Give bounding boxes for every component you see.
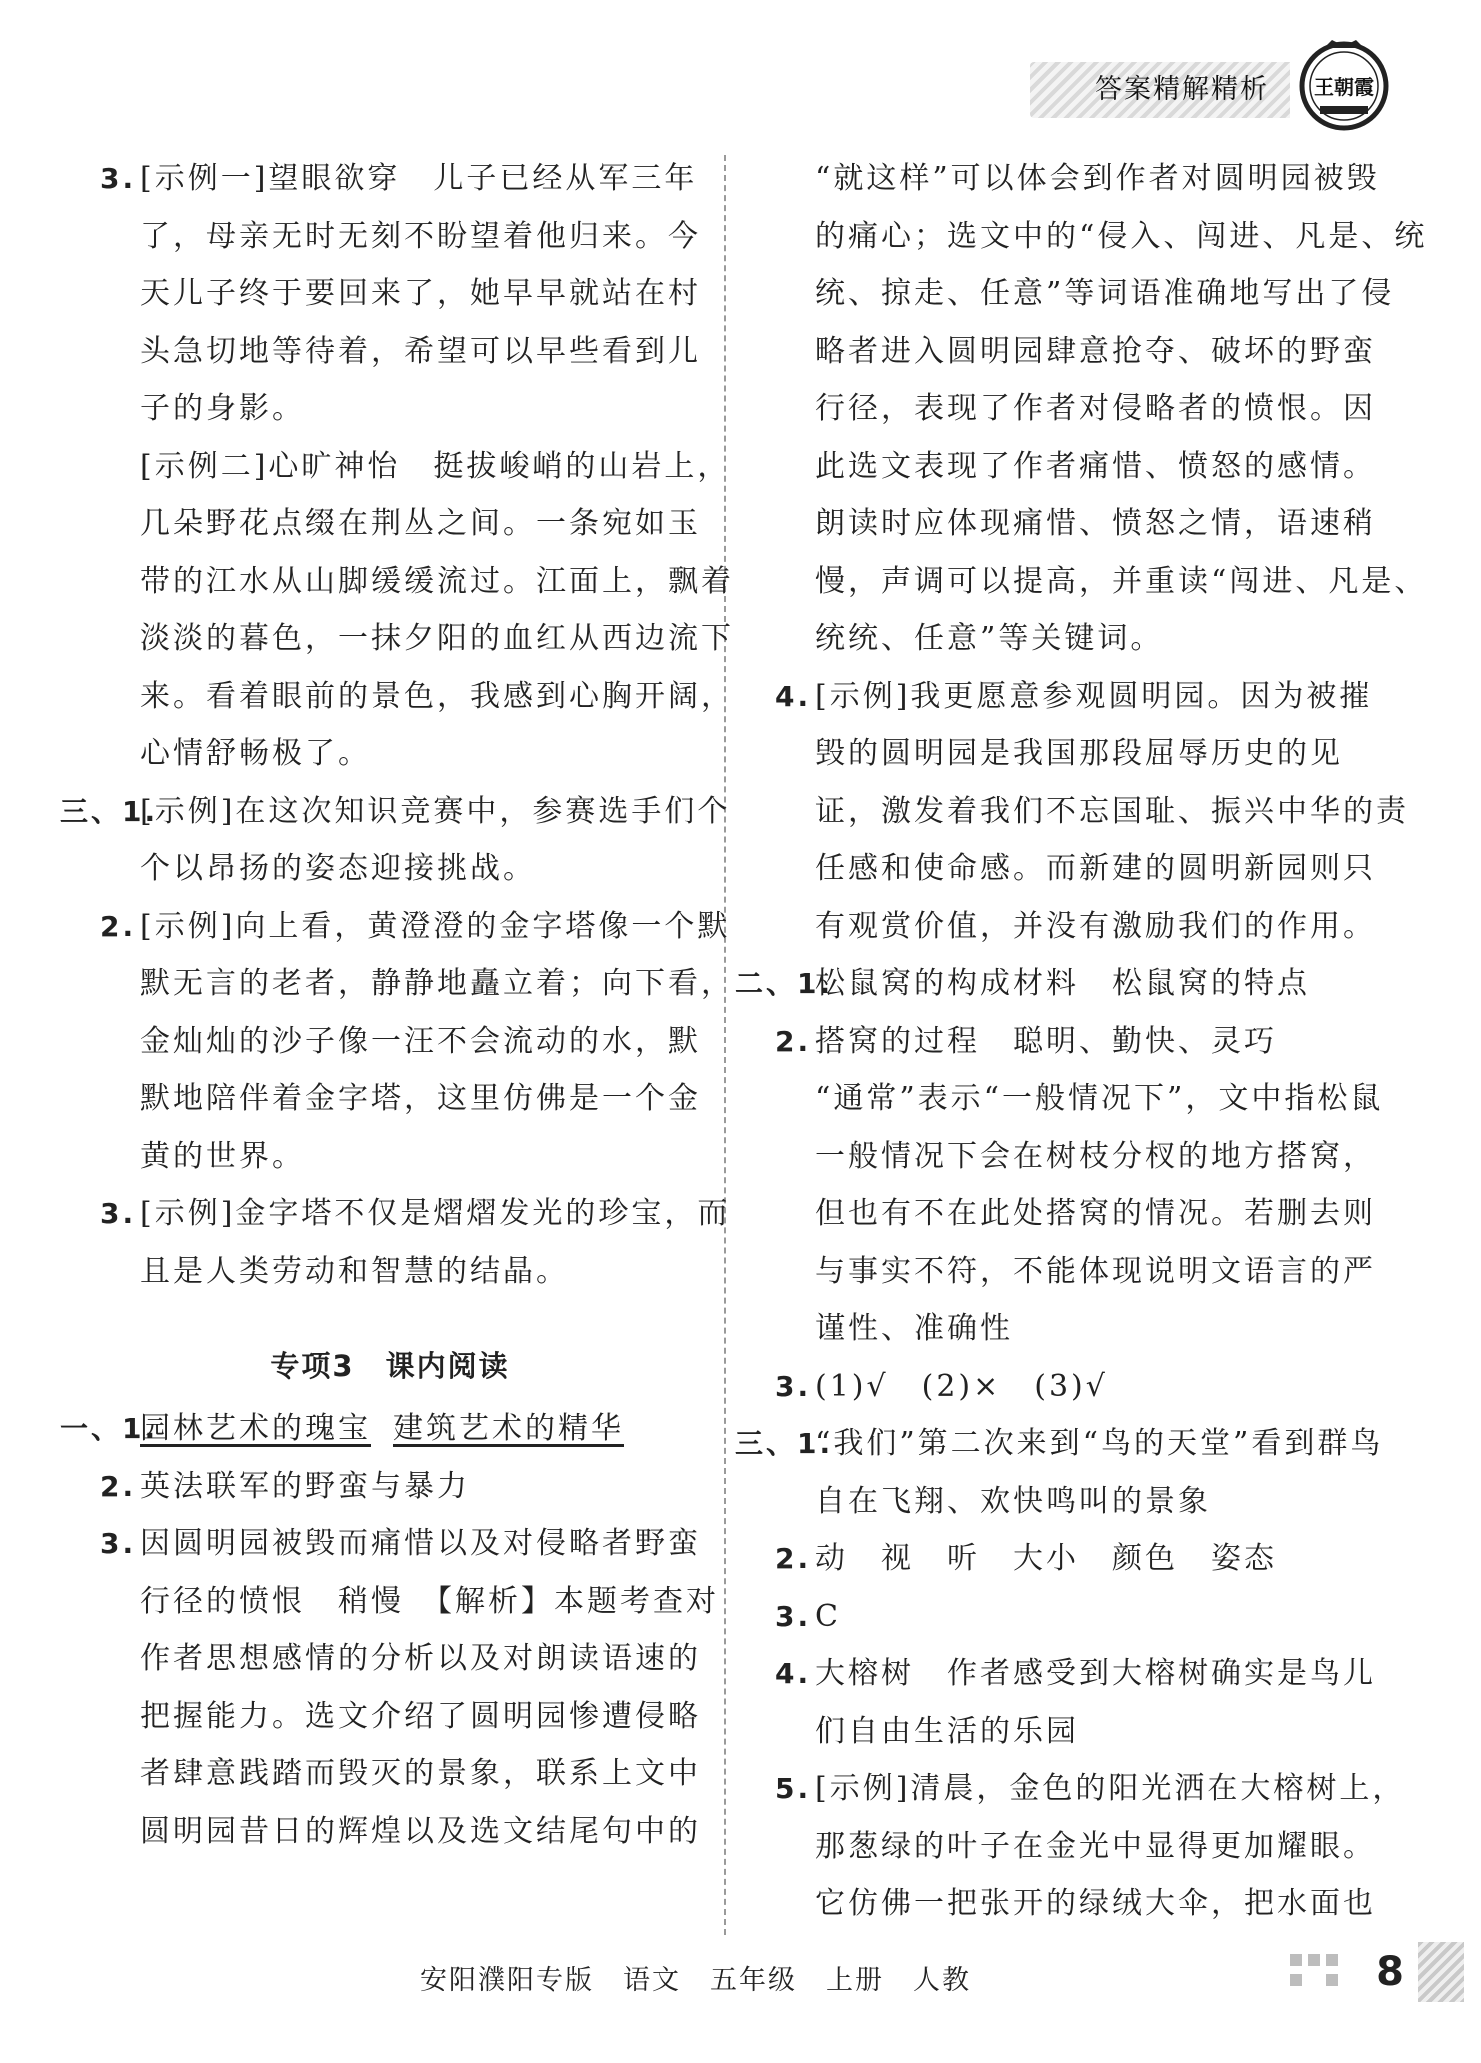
answer-line: 者肆意践踏而毁灭的景象，联系上文中 [140, 1756, 701, 1791]
answer-line: 毁的圆明园是我国那段屈辱历史的见 [815, 736, 1343, 771]
answer-line: 行径，表现了作者对侵略者的愤恨。因 [815, 391, 1376, 426]
answer-line: 此选文表现了作者痛惜、愤怒的感情。 [815, 448, 1376, 484]
answer-line: 来。看着眼前的景色，我感到心胸开阔， [140, 678, 734, 714]
item-label: 三、1. [735, 1427, 834, 1460]
item-label: 三、1. [60, 794, 159, 828]
page-number: 8 [1376, 1949, 1404, 1995]
header-title: 答案精解精析 [1095, 74, 1269, 105]
footer-text: 安阳濮阳专版 语文 五年级 上册 人教 [420, 1965, 971, 1996]
answer-line: C [815, 1598, 841, 1634]
answer-line: (1)√ (2)× (3)√ [815, 1368, 1108, 1404]
item-label: 3. [100, 1197, 137, 1230]
answer-line: “通常”表示“一般情况下”，文中指松鼠 [815, 1081, 1384, 1116]
answer-item [755, 1530, 1375, 1588]
answer-line: 头急切地等待着，希望可以早些看到儿 [140, 333, 701, 369]
answer-item [80, 150, 700, 438]
item-label: 3. [100, 162, 137, 195]
answer-line: 证，激发着我们不忘国耻、振兴中华的责 [815, 793, 1409, 829]
answer-line: 且是人类劳动和智慧的结晶。 [140, 1253, 569, 1289]
footer-decoration [1290, 1950, 1350, 1996]
answer-line: [示例]金字塔不仅是熠熠发光的珍宝，而 [140, 1196, 731, 1231]
publisher-logo-icon [1296, 36, 1392, 132]
answer-line: 圆明园昔日的辉煌以及选文结尾句中的 [140, 1813, 701, 1849]
answer-line: 因圆明园被毁而痛惜以及对侵略者野蛮 [140, 1526, 701, 1561]
answer-line: 大榕树 作者感受到大榕树确实是鸟儿 [815, 1656, 1376, 1691]
answer-item [755, 150, 1428, 668]
answer-line: [示例]向上看，黄澄澄的金字塔像一个默 [140, 908, 731, 944]
answer-line: 搭窝的过程 聪明、勤快、灵巧 [815, 1023, 1277, 1059]
answer-line: 慢，声调可以提高，并重读“闯进、凡是、 [815, 563, 1428, 599]
answer-line: [示例一]望眼欲穿 儿子已经从军三年 [140, 161, 698, 196]
answer-line: “就这样”可以体会到作者对圆明园被毁 [815, 161, 1380, 196]
answer-item [80, 898, 734, 1186]
answer-item [755, 668, 1409, 956]
answer-line: 任感和使命感。而新建的圆明新园则只 [815, 851, 1376, 886]
answer-item [735, 955, 1375, 1013]
answer-item [755, 1760, 1406, 1933]
answer-line: 自在飞翔、欢快鸣叫的景象 [815, 1483, 1211, 1519]
answer-item [755, 1013, 1384, 1358]
answer-line: 黄的世界。 [140, 1138, 305, 1174]
answer-line: 们自由生活的乐园 [815, 1713, 1079, 1749]
answer-line: 金灿灿的沙子像一汪不会流动的水，默 [140, 1023, 701, 1059]
answer-line: 默无言的老者，静静地矗立着；向下看， [140, 966, 734, 1001]
answer-line: 那葱绿的叶子在金光中显得更加耀眼。 [815, 1828, 1376, 1864]
item-label: 二、1. [735, 967, 834, 1000]
answer-line: 谨性、准确性 [815, 1311, 1013, 1346]
answer-line: 淡淡的暮色，一抹夕阳的血红从西边流下 [140, 621, 734, 656]
answer-line: 但也有不在此处搭窝的情况。若删去则 [815, 1196, 1376, 1231]
item-label: 2. [100, 1469, 137, 1503]
item-label: 3. [100, 1527, 137, 1560]
underlined-answer: 建筑艺术的精华 [393, 1411, 624, 1446]
answer-item [80, 1515, 719, 1860]
answer-line: 的痛心；选文中的“侵入、闯进、凡是、统 [815, 218, 1428, 254]
right-column [735, 150, 1428, 1933]
answer-line: [示例二]心旷神怡 挺拔峻峭的山岩上， [140, 448, 731, 484]
answer-line: 个以昂扬的姿态迎接挑战。 [140, 851, 536, 886]
item-label: 2. [100, 909, 137, 943]
item-label: 3. [775, 1369, 812, 1403]
answer-item [60, 783, 731, 898]
underlined-answer: 园林艺术的瑰宝 [140, 1411, 371, 1446]
answer-line: 作者思想感情的分析以及对朗读语速的 [140, 1641, 701, 1676]
answer-line: 略者进入圆明园肆意抢夺、破坏的野蛮 [815, 333, 1376, 369]
answer-line: 它仿佛一把张开的绿绒大伞，把水面也 [815, 1886, 1376, 1921]
left-column [60, 150, 734, 1860]
answer-line: 动 视 听 大小 颜色 姿态 [815, 1541, 1277, 1576]
answer-item [735, 1415, 1384, 1530]
answer-line: 心情舒畅极了。 [140, 736, 371, 771]
section-title: 专项3 课内阅读 [270, 1349, 510, 1383]
answer-line: 一般情况下会在树枝分杈的地方搭窝， [815, 1138, 1376, 1174]
answer-line: 了，母亲无时无刻不盼望着他归来。今 [140, 218, 701, 254]
footer-stripe [1418, 1942, 1464, 2002]
answer-item [60, 1400, 700, 1458]
answer-item [80, 1458, 700, 1516]
item-label: 2. [775, 1542, 812, 1575]
item-label: 4. [775, 679, 812, 713]
answer-item [80, 1185, 731, 1300]
column-divider [724, 155, 726, 1935]
answer-line: 统、掠走、任意”等词语准确地写出了侵 [815, 276, 1395, 311]
answer-line: [示例]我更愿意参观圆明园。因为被摧 [815, 678, 1373, 714]
answer-line: 把握能力。选文介绍了圆明园惨遭侵略 [140, 1698, 701, 1734]
item-label: 一、1. [60, 1412, 159, 1445]
answer-item [80, 438, 734, 783]
logo-text: 王朝霞 [1314, 75, 1374, 99]
answer-item [755, 1645, 1375, 1760]
item-label: 2. [775, 1024, 812, 1058]
answer-line: 朗读时应体现痛惜、愤怒之情，语速稍 [815, 506, 1376, 541]
answer-line: 几朵野花点缀在荆丛之间。一条宛如玉 [140, 506, 701, 541]
answer-line: 英法联军的野蛮与暴力 [140, 1468, 470, 1504]
answer-line: [示例]清晨，金色的阳光洒在大榕树上， [815, 1771, 1406, 1806]
answer-item [755, 1358, 1375, 1416]
answer-line: 默地陪伴着金字塔，这里仿佛是一个金 [140, 1081, 701, 1116]
answer-line: 带的江水从山脚缓缓流过。江面上，飘着 [140, 563, 734, 599]
answer-line: 行径的愤恨 稍慢 【解析】本题考查对 [140, 1583, 719, 1619]
answer-line: 天儿子终于要回来了，她早早就站在村 [140, 276, 701, 311]
answer-line: [示例]在这次知识竞赛中，参赛选手们个 [140, 793, 731, 829]
item-label: 4. [775, 1657, 812, 1690]
item-label: 5. [775, 1772, 812, 1805]
answer-item [755, 1588, 1375, 1646]
answer-line: 统统、任意”等关键词。 [815, 621, 1164, 656]
answer-line: 有观赏价值，并没有激励我们的作用。 [815, 908, 1376, 944]
answer-line: “我们”第二次来到“鸟的天堂”看到群鸟 [815, 1426, 1384, 1461]
answer-line: 松鼠窝的构成材料 松鼠窝的特点 [815, 966, 1310, 1001]
answer-line: 子的身影。 [140, 391, 305, 426]
answer-line: 与事实不符，不能体现说明文语言的严 [815, 1253, 1376, 1289]
item-label: 3. [775, 1599, 812, 1633]
